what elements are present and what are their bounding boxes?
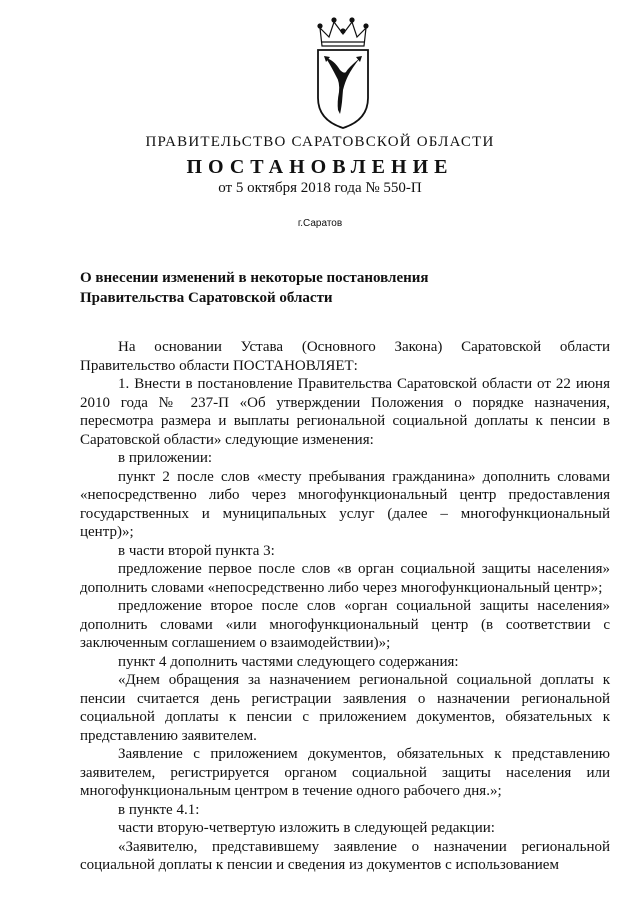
- body-paragraph: предложение первое после слов «в орган социальной защиты населения» дополнить словами «непосредственно либо через многофункциональный центр»;: [80, 561, 610, 596]
- subject-line-1: О внесении изменений в некоторые постановления: [80, 270, 429, 286]
- document-subject: [80, 268, 560, 308]
- body-paragraph: в приложении:: [118, 450, 213, 466]
- subject-line-2: Правительства Саратовской области: [80, 290, 333, 306]
- document-type-title: ПОСТАНОВЛЕНИЕ: [186, 156, 454, 178]
- document-body: [80, 338, 610, 875]
- body-paragraph: предложение второе после слов «орган социальной защиты населения» дополнить словами «или многофункциональный центр (в соответствии с заключенным соглашением о взаимодействии)»;: [80, 598, 610, 651]
- body-paragraph: На основании Устава (Основного Закона) Саратовской области Правительство области ПОСТАНОВЛЯЕТ:: [80, 339, 610, 374]
- crown-icon: [318, 18, 368, 46]
- body-paragraph: в пункте 4.1:: [118, 801, 200, 818]
- saratov-coat-of-arms-emblem: [312, 10, 374, 130]
- body-paragraph: «Днем обращения за назначением региональной социальной доплаты к пенсии считается день регистрации заявления о назначении региональной социальной доплаты к пенсии с приложением документов, обязательных к представлению заявителем.: [80, 672, 610, 744]
- government-name: ПРАВИТЕЛЬСТВО САРАТОВСКОЙ ОБЛАСТИ: [145, 134, 495, 150]
- document-date-number: от 5 октября 2018 года № 550-П: [218, 180, 422, 196]
- body-paragraph: в части второй пункта 3:: [118, 542, 275, 559]
- body-paragraph: пункт 4 дополнить частями следующего содержания:: [118, 653, 459, 670]
- body-paragraph: части вторую-четвертую изложить в следующей редакции:: [118, 820, 495, 836]
- body-paragraph: пункт 2 после слов «месту пребывания гражданина» дополнить словами «непосредственно либо через многофункциональный центр предоставления государственных и муниципальных услуг (далее – многофункциональный центр)»;: [80, 468, 610, 540]
- body-paragraph: «Заявителю, представившему заявление о назначении региональной социальной доплаты к пенсии и сведения из документов с использованием: [80, 838, 610, 873]
- document-city: г.Саратов: [297, 218, 343, 229]
- body-paragraph: Заявление с приложением документов, обязательных к представлению заявителем, регистрируется органом социальной защиты населения или многофункциональным центром в течение одного рабочего дня.»;: [80, 746, 610, 799]
- body-paragraph: 1. Внести в постановление Правительства Саратовской области от 22 июня 2010 года № 237-П «Об утверждении Положения о порядке назначения, пересмотра размера и выплаты региональной социальной доплаты к пенсии в Саратовской области» следующие изменения:: [80, 376, 610, 448]
